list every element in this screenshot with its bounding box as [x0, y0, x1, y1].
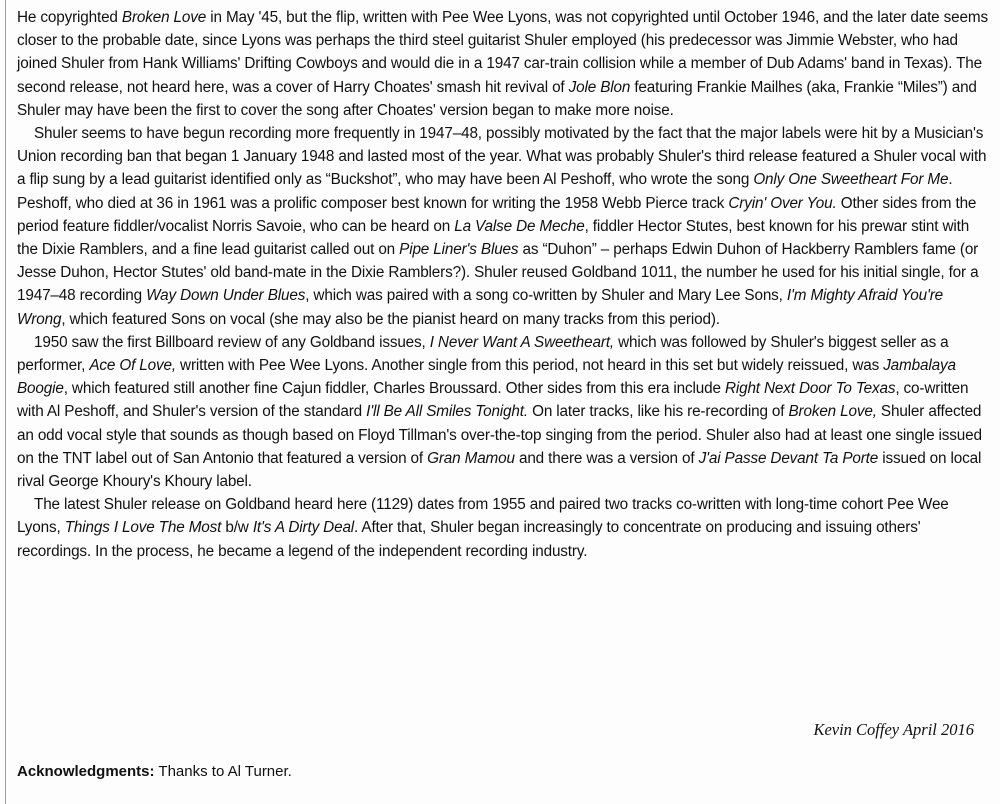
text-fragment: , which was paired with a song co-written by Shuler and Mary Lee Sons,: [305, 287, 787, 305]
paragraph: [17, 122, 993, 331]
song-title: Broken Love,: [788, 403, 877, 421]
song-title: Only One Sweetheart For Me: [753, 171, 949, 189]
text-fragment: , fiddler Hector Stutes, best known for his prewar stint with the Dixie Ramblers, and a fine lead guitarist called out on: [17, 217, 970, 259]
text-fragment: , which featured Sons on vocal (she may also be the pianist heard on many tracks from this period).: [61, 310, 720, 328]
acknowledgments-label: Acknowledgments:: [17, 763, 155, 780]
text-fragment: On later tracks, like his re-recording of: [527, 403, 789, 421]
text-fragment: The latest Shuler release on Goldband heard here (1129) dates from 1955 and paired two tracks co-written with long-time cohort Pee Wee Lyons,: [17, 496, 949, 537]
text-fragment: He copyrighted: [17, 9, 122, 26]
paragraph: [17, 331, 993, 493]
song-title: Right Next Door To Texas: [724, 380, 896, 398]
song-title: I Never Want A Sweetheart,: [429, 333, 615, 351]
page-left-edge-rule: [5, 0, 6, 804]
text-fragment: which was followed by Shuler's biggest seller as a performer,: [17, 333, 949, 375]
song-title: Jambalaya Boogie: [17, 357, 956, 398]
text-fragment: Shuler affected an odd vocal style that sounds as though based on Floyd Tillman's over-the-top singing from the period. Shuler also had at least one single issued on the TNT label out of San Antonio that featured a version of: [17, 403, 982, 467]
text-fragment: Other sides from the period feature fiddler/vocalist Norris Savoie, who can be heard on: [17, 194, 977, 235]
liner-notes-body: [17, 6, 993, 563]
text-fragment: 1950 saw the first Billboard review of any Goldband issues,: [34, 333, 430, 351]
author-signature: Kevin Coffey April 2016: [813, 720, 974, 739]
song-title: I'm Mighty Afraid You're Wrong: [17, 287, 944, 328]
song-title: Broken Love: [121, 9, 207, 26]
text-fragment: featuring Frankie Mailhes (aka, Frankie “Miles”) and Shuler may have been the first to cover the song after Choates' version began to make more noise.: [17, 78, 977, 119]
song-title: Things I Love The Most: [64, 519, 222, 537]
text-fragment: issued on local rival George Khoury's Khoury label.: [17, 449, 982, 491]
song-title: J'ai Passe Devant Ta Porte: [698, 449, 879, 467]
text-fragment: . Peshoff, who died at 36 in 1961 was a prolific composer best known for writing the 1958 Webb Pierce track: [17, 171, 953, 212]
acknowledgments-line: [17, 763, 292, 780]
song-title: Gran Mamou: [427, 449, 515, 467]
text-fragment: , co-written with Al Peshoff, and Shuler's version of the standard: [17, 380, 969, 421]
acknowledgments-text: Thanks to Al Turner.: [154, 763, 292, 780]
text-fragment: written with Pee Wee Lyons. Another single from this period, not heard in this set but widely reissued, was: [175, 357, 884, 375]
song-title: Jole Blon: [568, 78, 631, 96]
song-title: Cryin' Over You.: [728, 194, 837, 212]
song-title: It's A Dirty Deal: [252, 519, 355, 537]
paragraph: [17, 6, 993, 122]
paragraph: [17, 493, 993, 563]
text-fragment: in May '45, but the flip, written with Pee Wee Lyons, was not copyrighted until October 1946, and the later date seems closer to the probable date, since Lyons was perhaps the third steel guitarist Shuler employed (his predecessor was Jimmie Webster, who had joined Shuler from Hank Williams' Drifting Cowboys and would die in a 1947 car-train collision while a member of Dub Adams' band in Texas). The second release, not heard here, was a cover of Harry Choates' smash hit revival of: [17, 9, 988, 96]
song-title: I'll Be All Smiles Tonight.: [366, 403, 528, 421]
text-fragment: b/w: [221, 519, 253, 537]
text-fragment: as “Duhon” – perhaps Edwin Duhon of Hackberry Ramblers fame (or Jesse Duhon, Hector Stutes' old band-mate in the Dixie Ramblers?). Shuler reused Goldband 1011, the number he used for his initial single, for a 1947–48 recording: [17, 241, 979, 305]
text-fragment: Shuler seems to have begun recording more frequently in 1947–48, possibly motivated by the fact that the major labels were hit by a Musician's Union recording ban that began 1 January 1948 and lasted most of the year. What was probably Shuler's third release featured a Shuler vocal with a flip sung by a lead guitarist identified only as “Buckshot”, who may have been Al Peshoff, who wrote the song: [17, 125, 987, 189]
song-title: La Valse De Meche: [454, 217, 585, 235]
song-title: Way Down Under Blues: [146, 287, 306, 305]
text-fragment: , which featured still another fine Cajun fiddler, Charles Broussard. Other sides from this era include: [63, 380, 725, 398]
song-title: Ace Of Love,: [89, 357, 176, 375]
text-fragment: and there was a version of: [514, 449, 699, 467]
song-title: Pipe Liner's Blues: [399, 241, 519, 259]
text-fragment: . After that, Shuler began increasingly to concentrate on producing and issuing others' recordings. In the process, he became a legend of the independent recording industry.: [17, 519, 921, 560]
